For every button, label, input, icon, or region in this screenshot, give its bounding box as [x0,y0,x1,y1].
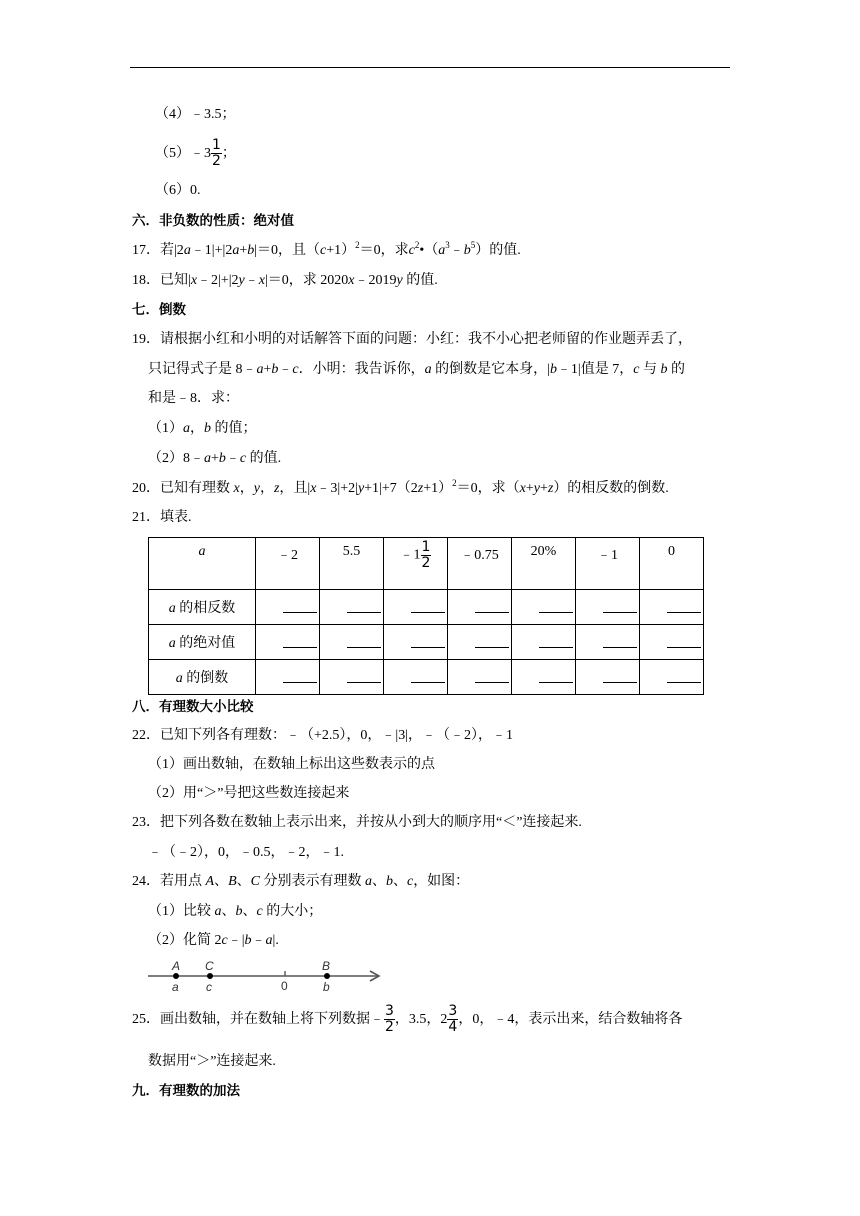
number-line-figure [146,958,386,998]
table-row-absolute [149,625,704,660]
question-19-line-1: 19．请根据小红和小明的对话解答下面的问题：小红：我不小心把老师留的作业题弄丢了， [132,332,692,347]
table-cell: 20% [512,538,576,590]
row-label-reciprocal: a 的倒数 [149,660,256,695]
answer-blank[interactable] [576,590,640,625]
table-cell: ﹣0.75 [448,538,512,590]
answer-blank[interactable] [512,625,576,660]
question-24-sub-2: （2）化简 2c﹣|b﹣a|. [148,933,279,948]
question-21-title: 21．填表. [132,510,192,525]
item-6: （6）0. [155,183,201,198]
point-a [173,973,179,979]
item-5: （5）﹣3 $\frac{1}{2}$ ； [155,137,236,170]
section-heading-8: 八．有理数大小比较 [132,699,254,715]
table-row-values [149,538,704,590]
label-C: C [205,959,214,973]
answer-blank[interactable] [384,590,448,625]
table-cell-mixed-number: ﹣1 $\frac{1}{2}$ [384,538,448,590]
question-19-sub-2: （2）8﹣a+b﹣c 的值. [148,451,282,466]
label-A: A [172,959,181,973]
answer-blank[interactable] [384,625,448,660]
answer-blank[interactable] [448,660,512,695]
label-b: b [323,980,330,994]
table-cell: 0 [640,538,704,590]
question-18: 18．已知|x﹣2|+|2y﹣x|＝0，求 2020x﹣2019y 的值. [132,273,438,288]
question-22-sub-1: （1）画出数轴，在数轴上标出这些数表示的点 [148,757,435,772]
table-cell: ﹣2 [256,538,320,590]
header-rule [130,67,730,68]
question-25-line-1: 25．画出数轴，并在数轴上将下列数据﹣ $\frac{3}{2}$ ，3.5，2 $\frac{3}{4}$ ，0，﹣4，表示出来，结合数轴将各 [132,1003,683,1036]
question-23: 23．把下列各数在数轴上表示出来，并按从小到大的顺序用“＜”连接起来. [132,815,582,830]
table-row-opposite [149,590,704,625]
question-25-line-2: 数据用“＞”连接起来. [148,1054,276,1069]
point-b [324,973,330,979]
fraction-three-halves: $\frac{3}{2}$ [385,1003,394,1036]
question-22-sub-2: （2）用“＞”号把这些数连接起来 [148,786,350,801]
question-17: 17．若|2a﹣1|+|2a+b|＝0，且$(c+1)^2=0$，求$c^2•(a^3﹣b^5)$的值. [132,240,521,258]
answer-blank[interactable] [448,590,512,625]
question-19-line-2: 只记得式子是 8﹣a+b﹣c．小明：我告诉你，a 的倒数是它本身，|b﹣1|值是 7，c 与 b 的 [148,362,685,377]
label-c: c [206,980,212,994]
answer-blank[interactable] [576,625,640,660]
answer-blank[interactable] [320,590,384,625]
table-cell: ﹣1 [576,538,640,590]
question-23-numbers: ﹣（﹣2），0，﹣0.5，﹣2，﹣1. [148,845,344,860]
question-24: 24．若用点 A、B、C 分别表示有理数 a、b、c，如图： [132,874,470,889]
answer-blank[interactable] [640,625,704,660]
question-20: 20．已知有理数 x，y，z，且$|x﹣3|+2|y+1|+7(2z+1)^2=0$，求（x+y+z）的相反数的倒数. [132,478,669,496]
table-header-cell: a [149,538,256,590]
question-22: 22．已知下列各有理数：﹣（+2.5），0，﹣|3|，﹣（﹣2），﹣1 [132,728,513,743]
answer-blank[interactable] [384,660,448,695]
fraction-one-half: $\frac{1}{2}$ [212,137,221,170]
label-zero: 0 [281,979,288,993]
item-5-prefix: （5）﹣3 [155,146,211,161]
section-heading-6: 六．非负数的性质：绝对值 [132,213,294,229]
label-B: B [322,959,331,973]
answer-blank[interactable] [512,660,576,695]
answer-blank[interactable] [256,590,320,625]
answer-blank[interactable] [576,660,640,695]
question-24-sub-1: （1）比较 a、b、c 的大小； [148,904,323,919]
point-c [207,973,213,979]
answer-blank[interactable] [512,590,576,625]
table-cell: 5.5 [320,538,384,590]
label-a: a [172,980,179,994]
section-heading-9: 九．有理数的加法 [132,1083,240,1099]
answer-blank[interactable] [640,590,704,625]
answer-blank[interactable] [256,660,320,695]
row-label-opposite: a 的相反数 [149,590,256,625]
row-label-absolute: a 的绝对值 [149,625,256,660]
answer-blank[interactable] [640,660,704,695]
table-row-reciprocal [149,660,704,695]
question-19-line-3: 和是﹣8．求： [148,391,239,406]
fraction-three-quarters: $\frac{3}{4}$ [448,1003,458,1036]
answer-blank[interactable] [320,660,384,695]
section-heading-7: 七．倒数 [132,302,186,318]
answer-blank[interactable] [256,625,320,660]
fill-in-table [148,537,704,695]
answer-blank[interactable] [448,625,512,660]
answer-blank[interactable] [320,625,384,660]
question-19-sub-1: （1）a，b 的值； [148,421,257,436]
item-4: （4）﹣3.5； [155,107,236,122]
